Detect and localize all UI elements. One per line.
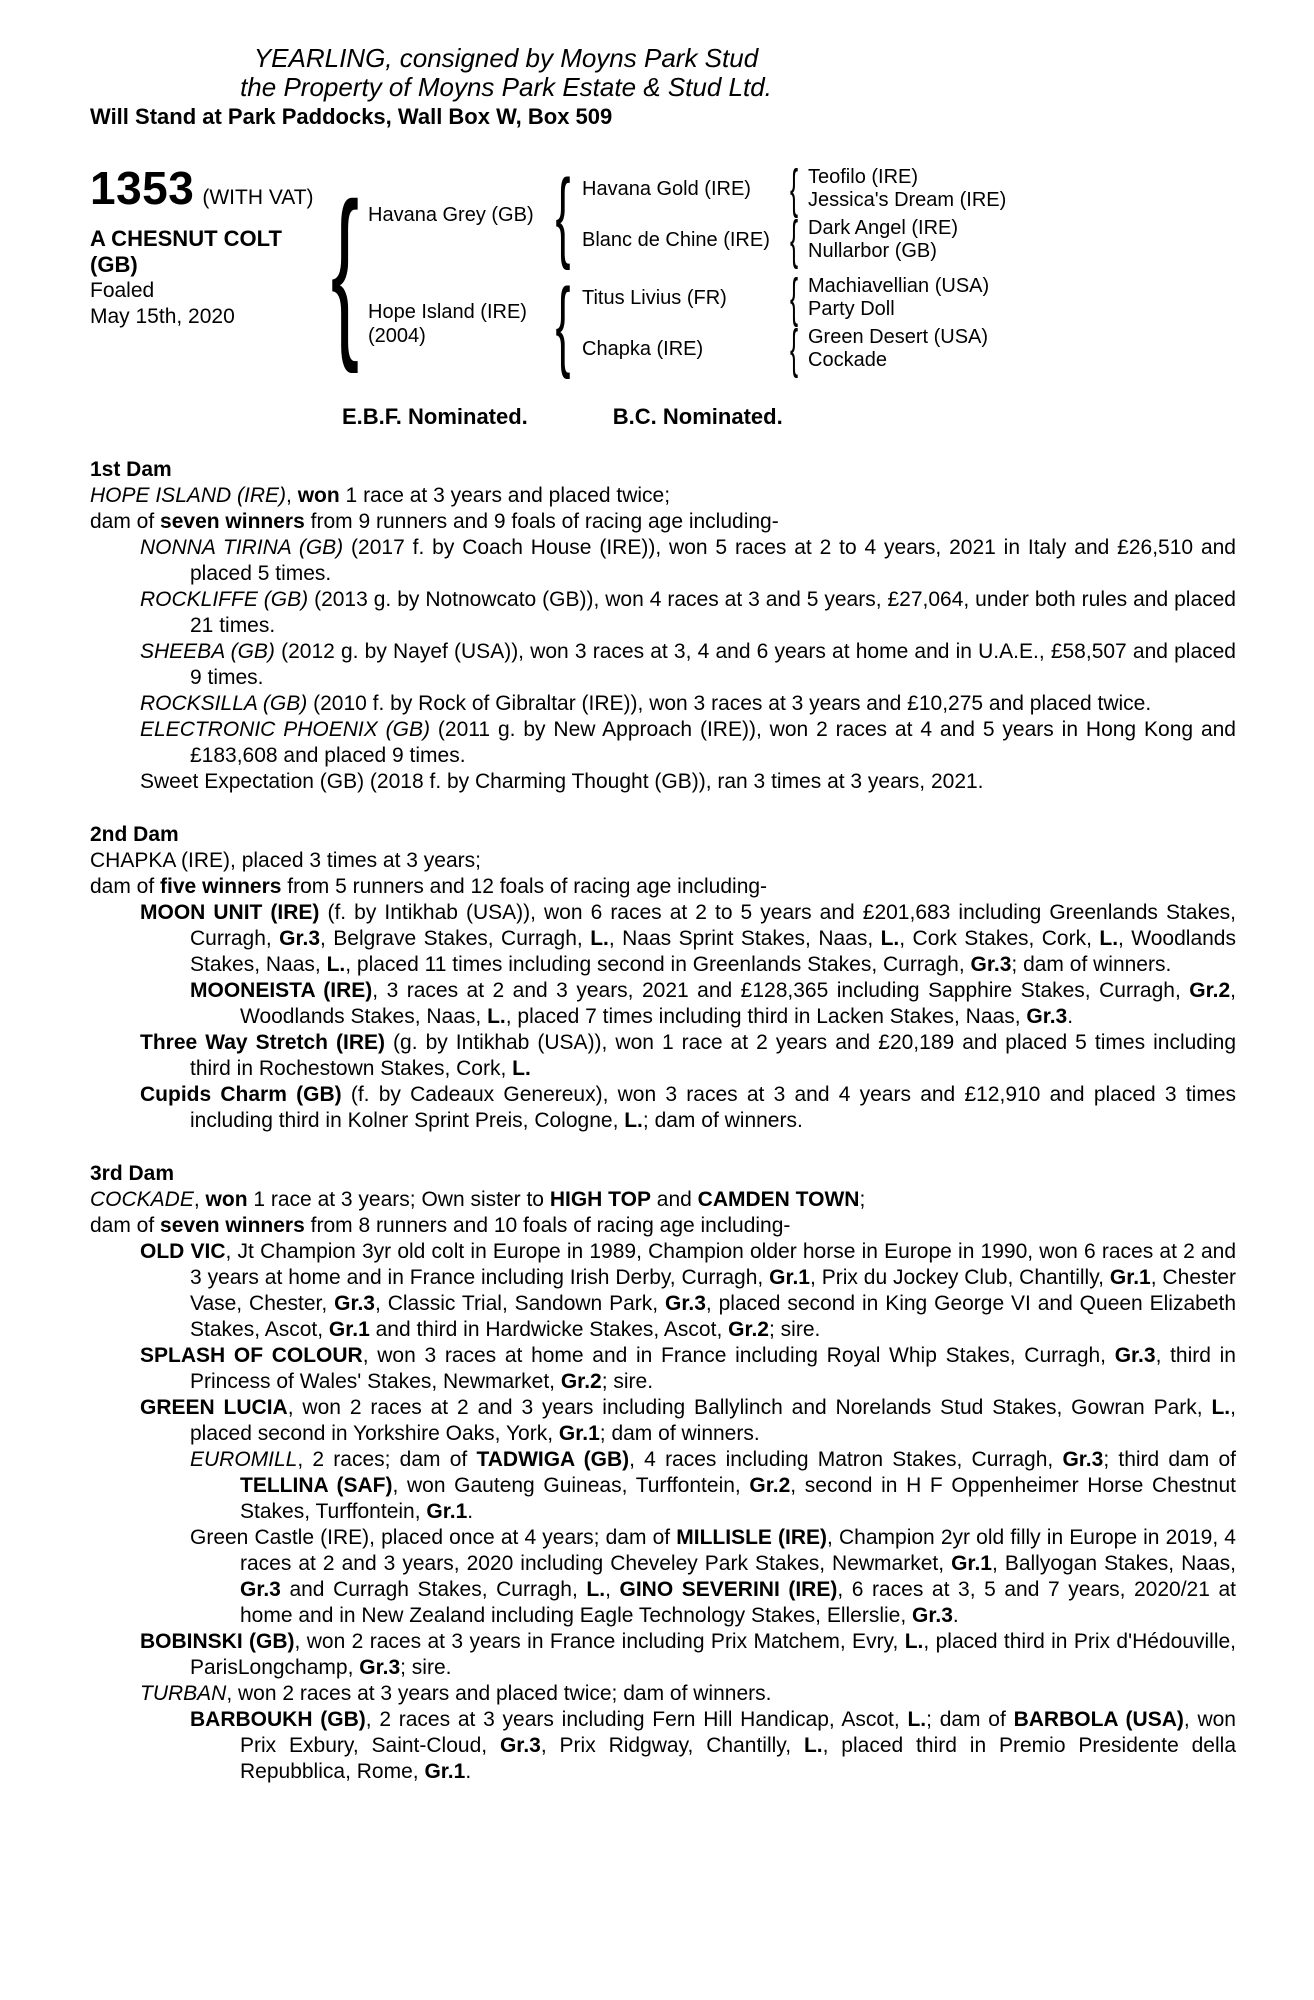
text-run: Gr.1	[951, 1552, 992, 1575]
text-run: HOPE ISLAND (IRE)	[90, 484, 287, 507]
text-run: ; dam of	[926, 1708, 1014, 1731]
pedigree-paragraph	[90, 1629, 1236, 1681]
text-run: ,	[286, 484, 298, 507]
text-run: CAMDEN TOWN	[697, 1188, 860, 1211]
dam-dam-brace	[780, 319, 808, 379]
pedigree-paragraph	[90, 1082, 1236, 1134]
text-run: .	[952, 1604, 959, 1627]
dam-sire-name: Titus Livius (FR)	[582, 287, 727, 309]
text-run: Gr.2	[560, 1370, 602, 1393]
text-run: , Cork Stakes, Cork,	[899, 927, 1100, 950]
text-run: OLD VIC	[140, 1240, 226, 1263]
bc-nominated-label: B.C. Nominated.	[612, 404, 783, 429]
dam-sire-sire-name: Machiavellian (USA)	[808, 275, 990, 297]
text-run: COCKADE	[90, 1188, 194, 1211]
text-run: Cupids Charm (GB)	[140, 1083, 342, 1106]
sire-sire-brace	[780, 159, 808, 219]
pedigree-table	[90, 158, 1236, 380]
text-run: , Woodlands Stakes, Naas,	[240, 979, 1236, 1028]
pedigree-paragraph	[90, 535, 1236, 587]
text-run: Gr.3	[1062, 1448, 1104, 1471]
pedigree-paragraph	[90, 1681, 1236, 1707]
text-run: ; dam of winners.	[1011, 953, 1172, 976]
sire-brace	[544, 158, 582, 271]
text-run: (2012 g. by Nayef (USA)), won 3 races at 3, 4 and 6 years at home and in U.A.E., £58,507 and placed 9 times.	[190, 640, 1236, 689]
text-run: (2017 f. by Coach House (IRE)), won 5 races at 2 to 4 years, 2021 in Italy and £26,510 and placed 5 times.	[190, 536, 1236, 585]
ebf-nominated-label: E.B.F. Nominated.	[342, 404, 528, 429]
brace-icon: {	[555, 267, 571, 380]
dam-year: (2004)	[368, 324, 426, 347]
text-run: Gr.2	[1189, 979, 1231, 1002]
text-run: L.	[880, 927, 900, 950]
text-run: , Ballyogan Stakes, Naas,	[991, 1552, 1236, 1575]
pedigree-paragraph	[90, 1525, 1236, 1629]
text-run: , placed third in Prix d'Hédouville, ParisLongchamp,	[190, 1630, 1236, 1679]
section-heading: 2nd Dam	[90, 823, 179, 846]
dam-sire-branch	[582, 268, 990, 328]
pedigree-paragraph	[90, 691, 1236, 717]
text-run: ROCKLIFFE (GB)	[140, 588, 309, 611]
text-run: seven winners	[160, 1214, 305, 1237]
pedigree-paragraph	[90, 717, 1236, 769]
text-run: from 5 runners and 12 foals of racing age including-	[281, 875, 768, 898]
text-run: Gr.1	[769, 1266, 810, 1289]
pedigree-generations	[368, 158, 1007, 380]
consignor-line-2: the Property of Moyns Park Estate & Stud Ltd.	[240, 72, 772, 102]
sire-sire-name: Havana Gold (IRE)	[582, 178, 751, 200]
text-run: seven winners	[160, 510, 305, 533]
pedigree-paragraph	[90, 587, 1236, 639]
dam-sire-brace	[780, 268, 808, 328]
text-run: , third in Princess of Wales' Stakes, Newmarket,	[190, 1344, 1236, 1393]
section-heading: 3rd Dam	[90, 1162, 175, 1185]
pedigree-paragraph	[90, 1395, 1236, 1447]
text-run: , won Gauteng Guineas, Turffontein,	[392, 1474, 750, 1497]
text-run: (2013 g. by Notnowcato (GB)), won 4 races at 3 and 5 years, £27,064, under both rules and placed 21 times.	[190, 588, 1236, 637]
text-run: BARBOLA (USA)	[1013, 1708, 1184, 1731]
text-run: , 6 races at 3, 5 and 7 years, 2020/21 at home and in New Zealand including Eagle Technology Stakes, Ellerslie,	[240, 1578, 1236, 1627]
text-run: ; dam of winners.	[642, 1109, 803, 1132]
text-run: GREEN LUCIA	[140, 1396, 288, 1419]
text-run: , Prix Ridgway, Chantilly,	[540, 1734, 804, 1757]
pedigree-paragraph	[90, 874, 1236, 900]
text-run: Three Way Stretch (IRE)	[140, 1031, 386, 1054]
text-run: Gr.3	[1114, 1344, 1156, 1367]
text-run: Gr.3	[240, 1578, 281, 1601]
text-run: , 2 races at 3 years including Fern Hill Handicap, Ascot,	[365, 1708, 908, 1731]
pedigree-paragraph	[90, 1707, 1236, 1785]
text-run: from 8 runners and 10 foals of racing age including-	[304, 1214, 791, 1237]
text-run: MOONEISTA (IRE)	[190, 979, 373, 1002]
text-run: L.	[487, 1005, 506, 1028]
pedigree-paragraph	[90, 1343, 1236, 1395]
dam-name: Hope Island (IRE)	[368, 300, 527, 323]
pedigree-paragraph	[90, 769, 1236, 795]
text-run: MOON UNIT (IRE)	[140, 901, 320, 924]
pedigree-main-brace	[322, 166, 368, 372]
text-run: Gr.3	[1026, 1005, 1068, 1028]
brace-icon: {	[789, 268, 799, 328]
text-run: L.	[586, 1578, 606, 1601]
brace-icon: {	[555, 158, 571, 271]
sire-branch	[368, 158, 1007, 271]
dam-section	[90, 822, 1236, 1134]
text-run: , Jt Champion 3yr old colt in Europe in 1989, Champion older horse in Europe in 1990, won 6 races at 2 and 3 years at home and in France including Irish Derby, Curragh,	[190, 1240, 1236, 1289]
pedigree-paragraph	[90, 900, 1236, 978]
text-run: (f. by Intikhab (USA)), won 6 races at 2 to 5 years and £201,683 including Greenlands Stakes, Curragh,	[190, 901, 1236, 950]
stand-location: Will Stand at Park Paddocks, Wall Box W, Box 509	[90, 104, 613, 129]
text-run: Gr.3	[970, 953, 1012, 976]
text-run: , won 3 races at home and in France including Royal Whip Stakes, Curragh,	[362, 1344, 1115, 1367]
text-run: , placed second in King George VI and Queen Elizabeth Stakes, Ascot,	[190, 1292, 1236, 1341]
text-run: L.	[512, 1057, 531, 1080]
text-run: and third in Hardwicke Stakes, Ascot,	[369, 1318, 729, 1341]
foaled-date: May 15th, 2020	[90, 305, 235, 328]
text-run: Gr.3	[499, 1734, 541, 1757]
produce-sections	[90, 457, 1236, 1785]
text-run: won	[297, 484, 340, 507]
pedigree-paragraph	[90, 483, 1236, 509]
text-run: (2010 f. by Rock of Gibraltar (IRE)), won 3 races at 3 years and £10,275 and placed twice.	[307, 692, 1152, 715]
dam-section	[90, 457, 1236, 795]
text-run: TURBAN	[140, 1682, 227, 1705]
text-run: (g. by Intikhab (USA)), won 1 race at 2 years and £20,189 and placed 5 times including third in Rochestown Stakes, Cork,	[190, 1031, 1236, 1080]
text-run: BOBINSKI (GB)	[140, 1630, 295, 1653]
text-run: and Curragh Stakes, Curragh,	[280, 1578, 587, 1601]
text-run: .	[467, 1500, 474, 1523]
text-run: ; third dam of	[1103, 1448, 1236, 1471]
text-run: MILLISLE (IRE)	[676, 1526, 828, 1549]
dam-brace	[544, 267, 582, 380]
text-run: .	[465, 1760, 472, 1783]
text-run: , Belgrave Stakes, Curragh,	[320, 927, 591, 950]
consignor-header	[90, 44, 922, 102]
text-run: , won 2 races at 3 years in France including Prix Matchem, Evry,	[294, 1630, 905, 1653]
foaled-label: Foaled	[90, 279, 155, 302]
text-run: EUROMILL	[190, 1448, 298, 1471]
text-run: SPLASH OF COLOUR	[140, 1344, 363, 1367]
text-run: , Prix du Jockey Club, Chantilly,	[810, 1266, 1110, 1289]
text-run: TADWIGA (GB)	[476, 1448, 630, 1471]
text-run: Gr.1	[424, 1760, 466, 1783]
text-run: Gr.1	[558, 1422, 600, 1445]
pedigree-paragraph	[90, 1030, 1236, 1082]
text-run: L.	[326, 953, 346, 976]
text-run: dam of	[90, 1214, 161, 1237]
text-run: L.	[907, 1708, 927, 1731]
text-run: HIGH TOP	[549, 1188, 651, 1211]
text-run: Gr.1	[426, 1500, 468, 1523]
text-run: ROCKSILLA (GB)	[140, 692, 308, 715]
text-run: dam of	[90, 875, 161, 898]
pedigree-paragraph	[90, 1213, 1236, 1239]
text-run: , Classic Trial, Sandown Park,	[375, 1292, 666, 1315]
sire-sire-branch	[582, 159, 1007, 219]
text-run: L.	[590, 927, 609, 950]
text-run: CHAPKA (IRE), placed 3 times at 3 years;	[90, 849, 481, 872]
sire-sire-dam-name: Jessica's Dream (IRE)	[808, 189, 1007, 211]
brace-icon: {	[789, 159, 799, 219]
text-run: Gr.3	[334, 1292, 375, 1315]
text-run: Gr.1	[328, 1318, 370, 1341]
text-run: Green Castle (IRE), placed once at 4 years; dam of	[190, 1526, 677, 1549]
colt-country: (GB)	[90, 252, 138, 277]
text-run: , 4 races including Matron Stakes, Curragh,	[629, 1448, 1063, 1471]
dam-branch	[368, 267, 1006, 380]
text-run: BARBOUKH (GB)	[190, 1708, 366, 1731]
text-run: SHEEBA (GB)	[140, 640, 275, 663]
text-run: L.	[1211, 1396, 1231, 1419]
text-run: , Naas Sprint Stakes, Naas,	[608, 927, 881, 950]
text-run: , 2 races; dam of	[297, 1448, 477, 1471]
sire-dam-sire-name: Dark Angel (IRE)	[808, 217, 959, 239]
dam-dam-name: Chapka (IRE)	[582, 338, 704, 360]
text-run: L.	[803, 1734, 823, 1757]
text-run: Gr.2	[728, 1318, 769, 1341]
colt-identity	[90, 226, 322, 330]
dam-sire-dam-name: Party Doll	[808, 298, 895, 320]
section-heading: 1st Dam	[90, 458, 172, 481]
text-run: (2011 g. by New Approach (IRE)), won 2 races at 4 and 5 years in Hong Kong and £183,608 and placed 9 times.	[190, 718, 1236, 767]
text-run: , won Prix Exbury, Saint-Cloud,	[240, 1708, 1236, 1757]
sire-dam-dam-name: Nullarbor (GB)	[808, 240, 937, 262]
text-run: L.	[1099, 927, 1119, 950]
dam-name-block	[368, 300, 544, 348]
text-run: L.	[904, 1630, 924, 1653]
pedigree-paragraph	[90, 1239, 1236, 1343]
text-run: Sweet Expectation (GB) (2018 f. by Charming Thought (GB)), ran 3 times at 3 years, 2021.	[140, 770, 984, 793]
text-run: five winners	[160, 875, 282, 898]
text-run: Gr.1	[1109, 1266, 1151, 1289]
text-run: , won 2 races at 3 years and placed twice; dam of winners.	[226, 1682, 772, 1705]
pedigree-paragraph	[90, 848, 1236, 874]
text-run: , placed 11 times including second in Greenlands Stakes, Curragh,	[345, 953, 971, 976]
nominations	[90, 404, 1236, 430]
pedigree-paragraph	[90, 1187, 1236, 1213]
text-run: and	[650, 1188, 698, 1211]
text-run: Gr.3	[359, 1656, 401, 1679]
text-run: ; dam of winners.	[599, 1422, 760, 1445]
text-run: dam of	[90, 510, 161, 533]
text-run: NONNA TIRINA (GB)	[140, 536, 344, 559]
text-run: L.	[624, 1109, 643, 1132]
text-run: ,	[193, 1188, 206, 1211]
pedigree-paragraph	[90, 1447, 1236, 1525]
pedigree-paragraph	[90, 978, 1236, 1030]
text-run: ; sire.	[601, 1370, 654, 1393]
text-run: ELECTRONIC PHOENIX (GB)	[140, 718, 430, 741]
vat-note: (WITH VAT)	[202, 186, 314, 209]
text-run: 1 race at 3 years and placed twice;	[339, 484, 671, 507]
sire-sire-sire-name: Teofilo (IRE)	[808, 166, 919, 188]
text-run: GINO SEVERINI (IRE)	[619, 1578, 838, 1601]
text-run: , 3 races at 2 and 3 years, 2021 and £128,365 including Sapphire Stakes, Curragh,	[372, 979, 1190, 1002]
text-run: , Champion 2yr old filly in Europe in 2019, 4 races at 2 and 3 years, 2020 including Cheveley Park Stakes, Newmarket,	[240, 1526, 1236, 1575]
consignor-line-1: YEARLING, consigned by Moyns Park Stud	[253, 43, 759, 73]
text-run: ;	[859, 1188, 866, 1211]
dam-dam-sire-name: Green Desert (USA)	[808, 326, 989, 348]
text-run: , placed second in Yorkshire Oaks, York,	[190, 1396, 1236, 1445]
brace-icon: {	[789, 319, 799, 379]
text-run: , placed 7 times including third in Lacken Stakes, Naas,	[505, 1005, 1027, 1028]
text-run: Gr.3	[279, 927, 321, 950]
pedigree-paragraph	[90, 639, 1236, 691]
text-run: , Woodlands Stakes, Naas,	[190, 927, 1236, 976]
pedigree-paragraph	[90, 509, 1236, 535]
colt-name: A CHESNUT COLT	[90, 226, 282, 251]
sire-dam-brace	[780, 210, 808, 270]
text-run: won	[205, 1188, 248, 1211]
text-run: , Chester Vase, Chester,	[190, 1266, 1237, 1315]
lot-line	[90, 162, 322, 214]
text-run: (f. by Cadeaux Genereux), won 3 races at 3 and 4 years and £12,910 and placed 3 times including third in Kolner Sprint Preis, Cologne,	[190, 1083, 1236, 1132]
lot-block	[90, 162, 322, 372]
text-run: Gr.2	[749, 1474, 791, 1497]
text-run: ,	[605, 1578, 620, 1601]
text-run: , placed third in Premio Presidente della Repubblica, Rome,	[240, 1734, 1236, 1783]
lot-number: 1353	[90, 162, 195, 214]
dam-section	[90, 1161, 1236, 1785]
sire-name: Havana Grey (GB)	[368, 203, 534, 226]
text-run: from 9 runners and 9 foals of racing age including-	[304, 510, 779, 533]
text-run: Gr.3	[665, 1292, 706, 1315]
text-run: , second in H F Oppenheimer Horse Chestnut Stakes, Turffontein,	[240, 1474, 1236, 1523]
text-run: .	[1067, 1005, 1074, 1028]
text-run: ; sire.	[769, 1318, 821, 1341]
sire-dam-name: Blanc de Chine (IRE)	[582, 229, 770, 251]
brace-icon: {	[330, 164, 360, 374]
text-run: , won 2 races at 2 and 3 years including Ballylinch and Norelands Stud Stakes, Gowran Park,	[287, 1396, 1212, 1419]
text-run: TELLINA (SAF)	[240, 1474, 393, 1497]
dam-dam-dam-name: Cockade	[808, 349, 887, 371]
text-run: ; sire.	[400, 1656, 452, 1679]
sire-dam-branch	[582, 210, 1006, 270]
text-run: 1 race at 3 years; Own sister to	[247, 1188, 550, 1211]
text-run: Gr.3	[912, 1604, 953, 1627]
dam-dam-branch	[582, 319, 989, 379]
brace-icon: {	[789, 210, 799, 270]
